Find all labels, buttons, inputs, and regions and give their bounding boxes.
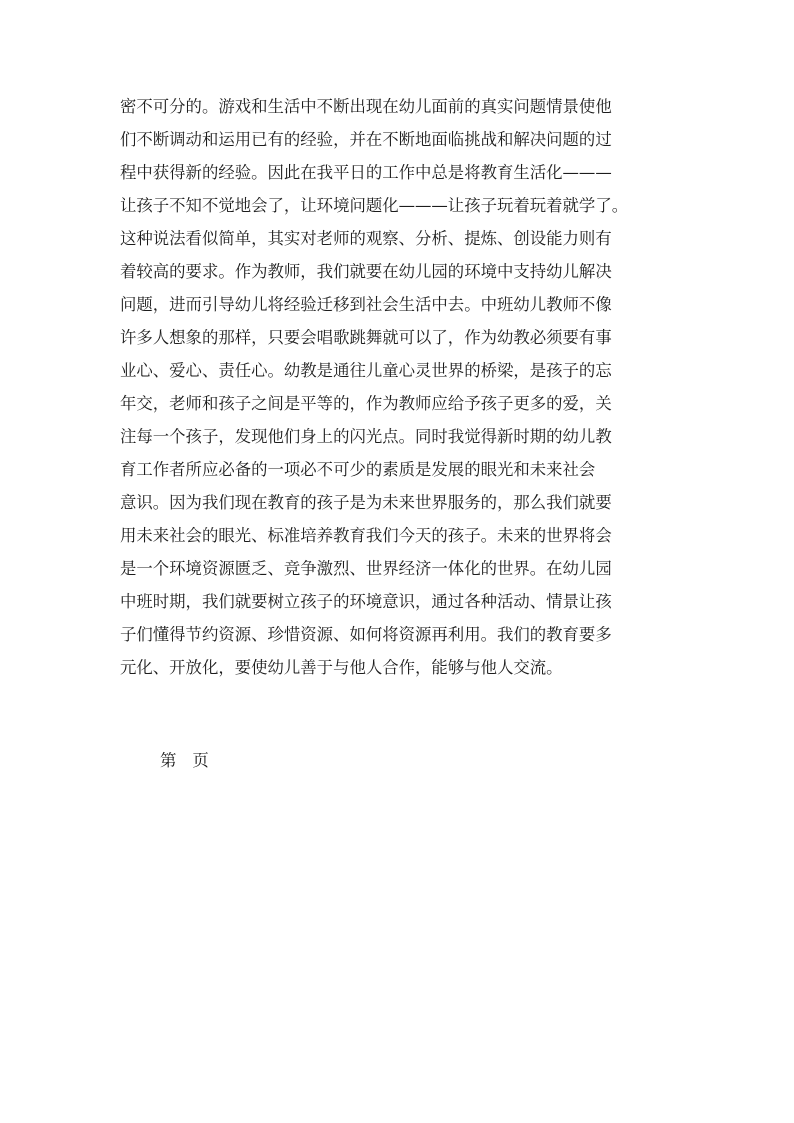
text-line: 让孩子不知不觉地会了，让环境问题化———让孩子玩着玩着就学了。 <box>120 196 629 215</box>
text-line: 子们懂得节约资源、珍惜资源、如何将资源再利用。我们的教育要多 <box>120 625 612 644</box>
text-line: 们不断调动和运用已有的经验，并在不断地面临挑战和解决问题的过 <box>120 130 612 149</box>
text-line: 问题，进而引导幼儿将经验迁移到社会生活中去。中班幼儿教师不像 <box>120 295 612 314</box>
text-line: 用未来社会的眼光、标准培养教育我们今天的孩子。未来的世界将会 <box>120 526 612 545</box>
text-line: 着较高的要求。作为教师，我们就要在幼儿园的环境中支持幼儿解决 <box>120 262 612 281</box>
text-line: 是一个环境资源匮乏、竞争激烈、世界经济一体化的世界。在幼儿园 <box>120 559 612 578</box>
text-line: 这种说法看似简单，其实对老师的观察、分析、提炼、创设能力则有 <box>120 229 612 248</box>
page-number-label-prefix: 第 <box>160 751 177 770</box>
text-line: 意识。因为我们现在教育的孩子是为未来世界服务的，那么我们就要 <box>120 493 612 512</box>
body-paragraph <box>120 90 700 684</box>
text-line: 程中获得新的经验。因此在我平日的工作中总是将教育生活化——— <box>120 163 612 182</box>
text-line: 中班时期，我们就要树立孩子的环境意识，通过各种活动、情景让孩 <box>120 592 612 611</box>
text-line: 育工作者所应必备的一项必不可少的素质是发展的眼光和未来社会 <box>120 460 596 479</box>
text-line: 注每一个孩子，发现他们身上的闪光点。同时我觉得新时期的幼儿教 <box>120 427 612 446</box>
text-line: 业心、爱心、责任心。幼教是通往儿童心灵世界的桥梁，是孩子的忘 <box>120 361 612 380</box>
text-line: 年交，老师和孩子之间是平等的，作为教师应给予孩子更多的爱，关 <box>120 394 612 413</box>
text-line: 元化、开放化，要使幼儿善于与他人合作，能够与他人交流。 <box>120 658 563 677</box>
page-number-label-suffix: 页 <box>192 751 209 770</box>
page-footer <box>160 750 209 772</box>
text-line: 许多人想象的那样，只要会唱歌跳舞就可以了，作为幼教必须要有事 <box>120 328 612 347</box>
text-line: 密不可分的。游戏和生活中不断出现在幼儿面前的真实问题情景使他 <box>120 97 612 116</box>
